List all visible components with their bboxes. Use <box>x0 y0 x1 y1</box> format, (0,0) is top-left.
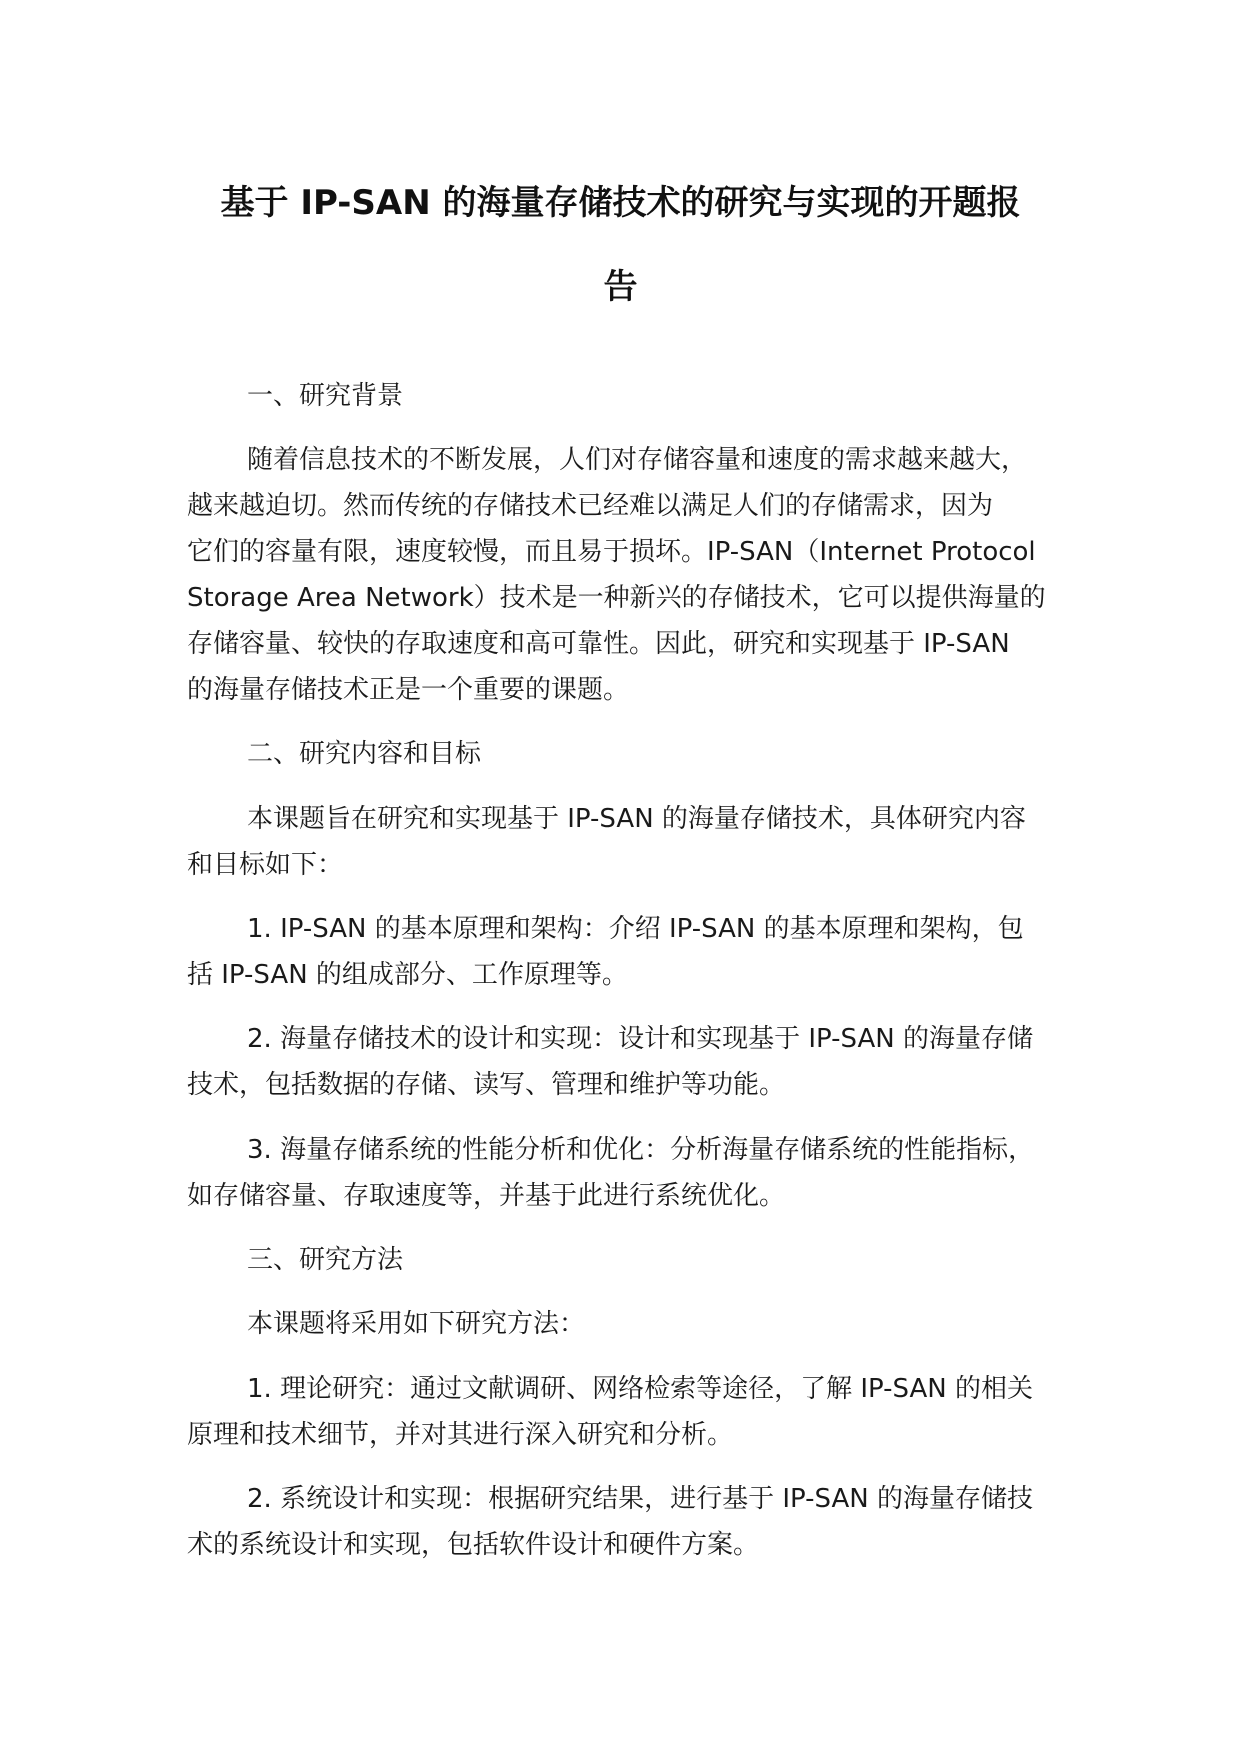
document-title-line-2: 告 <box>603 267 638 307</box>
list-item-line: 术的系统设计和实现，包括软件设计和硬件方案。 <box>187 1530 760 1560</box>
paragraph-line: 和目标如下： <box>187 850 344 880</box>
list-item-line: 技术，包括数据的存储、读写、管理和维护等功能。 <box>187 1070 786 1100</box>
paragraph-line: 的海量存储技术正是一个重要的课题。 <box>187 675 630 705</box>
list-item-line: 如存储容量、存取速度等，并基于此进行系统优化。 <box>187 1181 786 1211</box>
paragraph-line: 它们的容量有限，速度较慢，而且易于损坏。IP-SAN（Internet Protocol <box>187 537 1036 567</box>
section-heading-methods: 三、研究方法 <box>247 1245 404 1275</box>
section-heading-background: 一、研究背景 <box>247 381 404 411</box>
list-item-line: 3. 海量存储系统的性能分析和优化：分析海量存储系统的性能指标， <box>247 1135 1035 1165</box>
paragraph-line: 本课题旨在研究和实现基于 IP-SAN 的海量存储技术，具体研究内容 <box>247 804 1026 834</box>
section-heading-content-goals: 二、研究内容和目标 <box>247 739 482 769</box>
list-item-line: 原理和技术细节，并对其进行深入研究和分析。 <box>187 1420 734 1450</box>
paragraph-line: 存储容量、较快的存取速度和高可靠性。因此，研究和实现基于 IP-SAN <box>187 629 1010 659</box>
list-item-line: 2. 系统设计和实现：根据研究结果，进行基于 IP-SAN 的海量存储技 <box>247 1484 1033 1514</box>
document-title-line-1: 基于 IP-SAN 的海量存储技术的研究与实现的开题报 <box>220 183 1021 223</box>
paragraph-line: Storage Area Network）技术是一种新兴的存储技术，它可以提供海量的 <box>187 583 1046 613</box>
list-item-line: 括 IP-SAN 的组成部分、工作原理等。 <box>187 960 628 990</box>
paragraph-line: 本课题将采用如下研究方法： <box>247 1309 586 1339</box>
list-item-line: 1. IP-SAN 的基本原理和架构：介绍 IP-SAN 的基本原理和架构，包 <box>247 914 1024 944</box>
list-item-line: 1. 理论研究：通过文献调研、网络检索等途径，了解 IP-SAN 的相关 <box>247 1374 1033 1404</box>
paragraph-line: 越来越迫切。然而传统的存储技术已经难以满足人们的存储需求，因为 <box>187 491 994 521</box>
list-item-line: 2. 海量存储技术的设计和实现：设计和实现基于 IP-SAN 的海量存储 <box>247 1024 1033 1054</box>
paragraph-line: 随着信息技术的不断发展，人们对存储容量和速度的需求越来越大， <box>247 445 1028 475</box>
